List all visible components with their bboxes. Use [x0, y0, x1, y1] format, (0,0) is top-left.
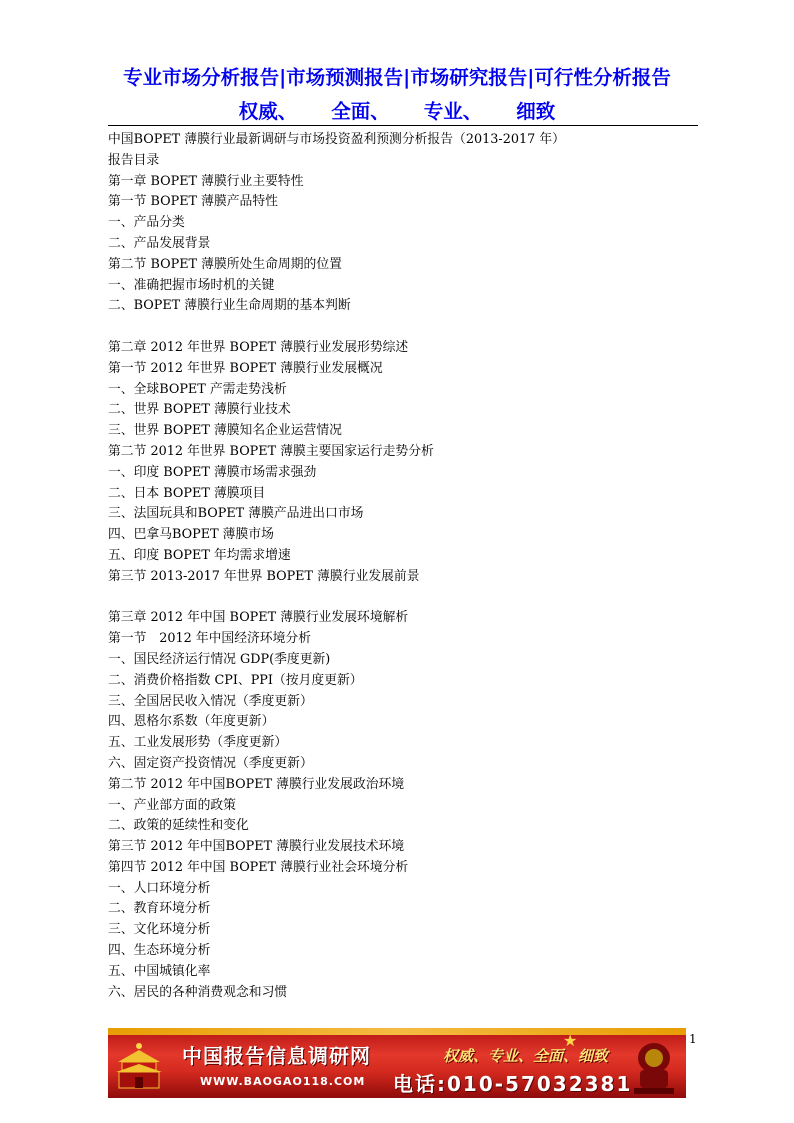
toc-entry: 二、世界 BOPET 薄膜行业技术 — [108, 402, 291, 418]
banner-url: WWW.BAOGAO118.COM — [200, 1075, 366, 1088]
toc-entry: 二、日本 BOPET 薄膜项目 — [108, 485, 266, 501]
header-keyword: 细致 — [516, 100, 556, 123]
header-keyword: 权威、 — [238, 100, 298, 123]
toc-entry: 五、中国城镇化率 — [108, 963, 211, 979]
lion-statue-icon — [624, 1036, 682, 1096]
page-number: 1 — [689, 1032, 697, 1046]
toc-entry: 一、准确把握市场时机的关键 — [108, 277, 275, 293]
banner-slogan: 权威、专业、全面、细致 — [443, 1047, 609, 1065]
chapter-spacer — [108, 588, 698, 609]
toc-entry: 三、世界 BOPET 薄膜知名企业运营情况 — [108, 423, 342, 439]
toc-entry: 三、法国玩具和BOPET 薄膜产品进出口市场 — [108, 506, 364, 522]
toc-entry: 二、消费价格指数 CPI、PPI（按月度更新） — [108, 672, 363, 688]
toc-entry: 一、人口环境分析 — [108, 880, 211, 896]
toc-entry: 第三节 2012 年中国BOPET 薄膜行业发展技术环境 — [108, 839, 405, 855]
toc-entry: 第三章 2012 年中国 BOPET 薄膜行业发展环境解析 — [108, 610, 409, 626]
toc-entry: 第二章 2012 年世界 BOPET 薄膜行业发展形势综述 — [108, 339, 409, 355]
chapter-spacer — [108, 317, 698, 338]
header-keyword: 专业、 — [423, 100, 483, 123]
toc-entry: 第一节 2012 年中国经济环境分析 — [108, 631, 311, 647]
report-title: 中国BOPET 薄膜行业最新调研与市场投资盈利预测分析报告（2013-2017 年） — [108, 132, 565, 147]
toc-entry: 一、产业部方面的政策 — [108, 797, 236, 813]
toc-entry: 第一节 BOPET 薄膜产品特性 — [108, 194, 278, 210]
toc-entry: 第三节 2013-2017 年世界 BOPET 薄膜行业发展前景 — [108, 568, 420, 584]
toc-entry: 四、生态环境分析 — [108, 943, 211, 959]
toc-entry: 五、印度 BOPET 年均需求增速 — [108, 547, 291, 563]
toc-entry: 一、全球BOPET 产需走势浅析 — [108, 381, 287, 397]
star-icon: ★ — [563, 1031, 578, 1050]
toc-entry: 三、文化环境分析 — [108, 922, 211, 938]
toc-entry: 第四节 2012 年中国 BOPET 薄膜行业社会环境分析 — [108, 859, 409, 875]
toc-entry: 一、国民经济运行情况 GDP(季度更新) — [108, 651, 331, 667]
toc-entry: 二、教育环境分析 — [108, 901, 211, 917]
toc-chapters — [108, 172, 698, 1004]
toc-entry: 第二节 BOPET 薄膜所处生命周期的位置 — [108, 256, 342, 272]
toc-entry: 第二节 2012 年中国BOPET 薄膜行业发展政治环境 — [108, 776, 405, 792]
toc-entry: 二、BOPET 薄膜行业生命周期的基本判断 — [108, 298, 351, 314]
catalog-label: 报告目录 — [108, 152, 160, 168]
footer-banner — [108, 1028, 686, 1098]
banner-stripe — [108, 1028, 686, 1035]
header-keyword: 全面、 — [331, 100, 390, 123]
toc-entry: 第二节 2012 年世界 BOPET 薄膜主要国家运行走势分析 — [108, 443, 434, 459]
toc-entry: 四、巴拿马BOPET 薄膜市场 — [108, 527, 274, 543]
header-keywords — [0, 96, 794, 124]
header-divider — [108, 125, 698, 126]
toc-entry: 一、产品分类 — [108, 215, 185, 231]
toc-entry: 第一节 2012 年世界 BOPET 薄膜行业发展概况 — [108, 360, 383, 376]
table-of-contents — [108, 130, 698, 1003]
toc-entry: 五、工业发展形势（季度更新） — [108, 735, 288, 751]
toc-entry: 第一章 BOPET 薄膜行业主要特性 — [108, 173, 304, 189]
toc-entry: 一、印度 BOPET 薄膜市场需求强劲 — [108, 464, 317, 480]
toc-entry: 六、固定资产投资情况（季度更新） — [108, 755, 313, 771]
toc-entry: 二、产品发展背景 — [108, 235, 211, 251]
toc-entry: 六、居民的各种消费观念和习惯 — [108, 984, 288, 1000]
toc-entry: 四、恩格尔系数（年度更新） — [108, 714, 275, 730]
tiananmen-gate-icon — [114, 1040, 164, 1092]
banner-title: 中国报告信息调研网 — [182, 1044, 371, 1068]
banner-phone: 电话:010-57032381 — [393, 1072, 633, 1096]
toc-entry: 二、政策的延续性和变化 — [108, 818, 249, 834]
header-tagline: 专业市场分析报告|市场预测报告|市场研究报告|可行性分析报告 — [123, 66, 671, 89]
toc-entry: 三、全国居民收入情况（季度更新） — [108, 693, 313, 709]
